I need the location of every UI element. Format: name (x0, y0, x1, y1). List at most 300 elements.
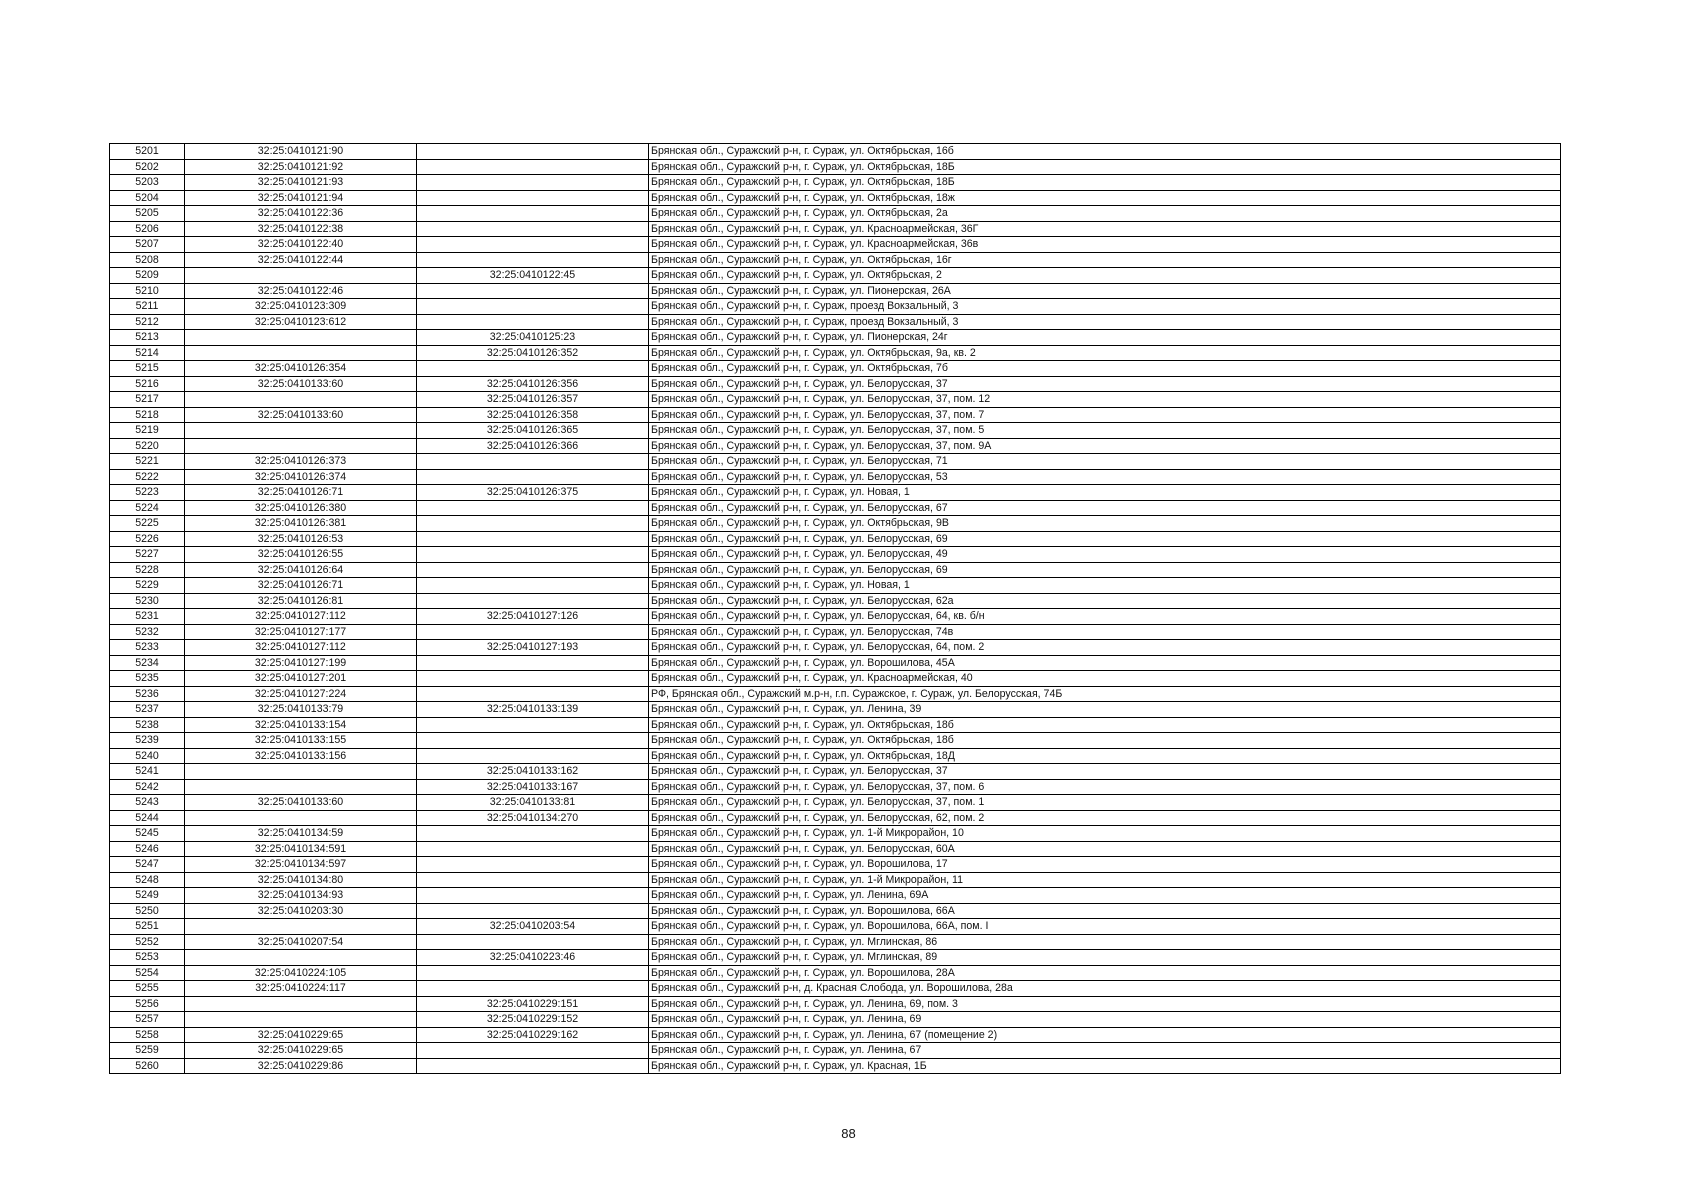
cadastral-number-cell (185, 423, 417, 439)
table-row (110, 826, 1561, 842)
cadastral-number-cell (185, 919, 417, 935)
cadastral-number-cell (185, 950, 417, 966)
address-cell: Брянская обл., Суражский р-н, г. Сураж, ул. Ворошилова, 28А (649, 965, 1561, 981)
address-cell: Брянская обл., Суражский р-н, г. Сураж, ул. Белорусская, 37, пом. 6 (649, 779, 1561, 795)
cadastral-number-cell (185, 268, 417, 284)
cadastral-number-cell: 32:25:0410122:46 (185, 283, 417, 299)
address-cell: Брянская обл., Суражский р-н, г. Сураж, проезд Вокзальный, 3 (649, 299, 1561, 315)
table-row (110, 144, 1561, 160)
cadastral-number-cell: 32:25:0410229:86 (185, 1058, 417, 1074)
address-cell: Брянская обл., Суражский р-н, г. Сураж, ул. Новая, 1 (649, 485, 1561, 501)
address-cell: Брянская обл., Суражский р-н, г. Сураж, ул. Ленина, 69А (649, 888, 1561, 904)
address-cell: Брянская обл., Суражский р-н, г. Сураж, ул. Октябрьская, 18б (649, 733, 1561, 749)
related-cadastral-number-cell (417, 516, 649, 532)
address-cell: Брянская обл., Суражский р-н, г. Сураж, ул. Октябрьская, 9а, кв. 2 (649, 345, 1561, 361)
related-cadastral-number-cell (417, 686, 649, 702)
cadastral-number-cell: 32:25:0410133:154 (185, 717, 417, 733)
table-row (110, 423, 1561, 439)
cadastral-number-cell: 32:25:0410126:71 (185, 578, 417, 594)
address-cell: Брянская обл., Суражский р-н, г. Сураж, ул. 1-й Микрорайон, 11 (649, 872, 1561, 888)
address-cell: Брянская обл., Суражский р-н, г. Сураж, ул. 1-й Микрорайон, 10 (649, 826, 1561, 842)
related-cadastral-number-cell: 32:25:0410133:162 (417, 764, 649, 780)
table-row (110, 407, 1561, 423)
related-cadastral-number-cell (417, 299, 649, 315)
row-number-cell: 5244 (110, 810, 185, 826)
related-cadastral-number-cell: 32:25:0410126:366 (417, 438, 649, 454)
address-cell: Брянская обл., Суражский р-н, г. Сураж, ул. Октябрьская, 16б (649, 144, 1561, 160)
cadastral-number-cell: 32:25:0410224:117 (185, 981, 417, 997)
cadastral-number-cell (185, 392, 417, 408)
table-row (110, 903, 1561, 919)
table-row (110, 857, 1561, 873)
table-row (110, 531, 1561, 547)
address-cell: Брянская обл., Суражский р-н, г. Сураж, ул. Белорусская, 64, кв. б/н (649, 609, 1561, 625)
table-row (110, 1012, 1561, 1028)
related-cadastral-number-cell: 32:25:0410229:151 (417, 996, 649, 1012)
related-cadastral-number-cell (417, 252, 649, 268)
table-row (110, 965, 1561, 981)
table-row (110, 485, 1561, 501)
row-number-cell: 5226 (110, 531, 185, 547)
address-cell: Брянская обл., Суражский р-н, г. Сураж, ул. Белорусская, 69 (649, 531, 1561, 547)
table-row (110, 500, 1561, 516)
address-cell: Брянская обл., Суражский р-н, г. Сураж, ул. Белорусская, 53 (649, 469, 1561, 485)
row-number-cell: 5215 (110, 361, 185, 377)
related-cadastral-number-cell: 32:25:0410133:139 (417, 702, 649, 718)
related-cadastral-number-cell (417, 671, 649, 687)
table-row (110, 361, 1561, 377)
cadastral-number-cell: 32:25:0410133:60 (185, 376, 417, 392)
related-cadastral-number-cell: 32:25:0410229:152 (417, 1012, 649, 1028)
table-row (110, 748, 1561, 764)
address-cell: Брянская обл., Суражский р-н, г. Сураж, проезд Вокзальный, 3 (649, 314, 1561, 330)
address-cell: Брянская обл., Суражский р-н, г. Сураж, ул. Мглинская, 89 (649, 950, 1561, 966)
table-row (110, 950, 1561, 966)
table-row (110, 671, 1561, 687)
table-row (110, 733, 1561, 749)
row-number-cell: 5238 (110, 717, 185, 733)
registry-table-body (110, 144, 1561, 1074)
address-cell: Брянская обл., Суражский р-н, г. Сураж, ул. Белорусская, 69 (649, 562, 1561, 578)
related-cadastral-number-cell (417, 454, 649, 470)
related-cadastral-number-cell (417, 237, 649, 253)
cadastral-number-cell: 32:25:0410127:201 (185, 671, 417, 687)
related-cadastral-number-cell (417, 314, 649, 330)
cadastral-number-cell: 32:25:0410121:92 (185, 159, 417, 175)
cadastral-number-cell (185, 330, 417, 346)
related-cadastral-number-cell (417, 562, 649, 578)
table-row (110, 764, 1561, 780)
table-row (110, 175, 1561, 191)
table-row (110, 1043, 1561, 1059)
row-number-cell: 5234 (110, 655, 185, 671)
address-cell: Брянская обл., Суражский р-н, г. Сураж, ул. Октябрьская, 18Б (649, 159, 1561, 175)
address-cell: Брянская обл., Суражский р-н, г. Сураж, ул. Ворошилова, 66А, пом. I (649, 919, 1561, 935)
cadastral-number-cell: 32:25:0410133:155 (185, 733, 417, 749)
table-row (110, 810, 1561, 826)
table-row (110, 593, 1561, 609)
cadastral-number-cell: 32:25:0410127:224 (185, 686, 417, 702)
cadastral-number-cell: 32:25:0410123:309 (185, 299, 417, 315)
related-cadastral-number-cell (417, 190, 649, 206)
table-row (110, 609, 1561, 625)
row-number-cell: 5260 (110, 1058, 185, 1074)
address-cell: Брянская обл., Суражский р-н, г. Сураж, ул. Белорусская, 37, пом. 1 (649, 795, 1561, 811)
cadastral-number-cell: 32:25:0410123:612 (185, 314, 417, 330)
table-row (110, 252, 1561, 268)
address-cell: Брянская обл., Суражский р-н, г. Сураж, ул. Октябрьская, 16г (649, 252, 1561, 268)
table-row (110, 299, 1561, 315)
cadastral-number-cell: 32:25:0410127:112 (185, 640, 417, 656)
cadastral-number-cell: 32:25:0410133:156 (185, 748, 417, 764)
address-cell: Брянская обл., Суражский р-н, г. Сураж, ул. Новая, 1 (649, 578, 1561, 594)
address-cell: Брянская обл., Суражский р-н, г. Сураж, ул. Октябрьская, 18б (649, 717, 1561, 733)
row-number-cell: 5208 (110, 252, 185, 268)
related-cadastral-number-cell (417, 841, 649, 857)
row-number-cell: 5204 (110, 190, 185, 206)
table-row (110, 717, 1561, 733)
cadastral-number-cell: 32:25:0410126:374 (185, 469, 417, 485)
row-number-cell: 5206 (110, 221, 185, 237)
table-row (110, 159, 1561, 175)
related-cadastral-number-cell (417, 1058, 649, 1074)
cadastral-number-cell: 32:25:0410127:199 (185, 655, 417, 671)
table-row (110, 1058, 1561, 1074)
row-number-cell: 5253 (110, 950, 185, 966)
row-number-cell: 5227 (110, 547, 185, 563)
address-cell: Брянская обл., Суражский р-н, г. Сураж, ул. Октябрьская, 18Б (649, 175, 1561, 191)
table-row (110, 795, 1561, 811)
related-cadastral-number-cell (417, 903, 649, 919)
cadastral-number-cell: 32:25:0410229:65 (185, 1027, 417, 1043)
cadastral-number-cell (185, 438, 417, 454)
row-number-cell: 5256 (110, 996, 185, 1012)
cadastral-number-cell: 32:25:0410134:591 (185, 841, 417, 857)
related-cadastral-number-cell (417, 981, 649, 997)
cadastral-number-cell: 32:25:0410126:354 (185, 361, 417, 377)
related-cadastral-number-cell (417, 733, 649, 749)
table-row (110, 655, 1561, 671)
address-cell: Брянская обл., Суражский р-н, г. Сураж, ул. Октябрьская, 7б (649, 361, 1561, 377)
related-cadastral-number-cell (417, 655, 649, 671)
cadastral-number-cell: 32:25:0410224:105 (185, 965, 417, 981)
address-cell: Брянская обл., Суражский р-н, г. Сураж, ул. Красноармейская, 36Г (649, 221, 1561, 237)
related-cadastral-number-cell (417, 717, 649, 733)
related-cadastral-number-cell: 32:25:0410126:358 (417, 407, 649, 423)
table-row (110, 376, 1561, 392)
row-number-cell: 5213 (110, 330, 185, 346)
related-cadastral-number-cell: 32:25:0410134:270 (417, 810, 649, 826)
cadastral-number-cell: 32:25:0410133:60 (185, 795, 417, 811)
related-cadastral-number-cell (417, 1043, 649, 1059)
row-number-cell: 5237 (110, 702, 185, 718)
cadastral-number-cell: 32:25:0410126:64 (185, 562, 417, 578)
row-number-cell: 5225 (110, 516, 185, 532)
row-number-cell: 5251 (110, 919, 185, 935)
row-number-cell: 5259 (110, 1043, 185, 1059)
table-row (110, 392, 1561, 408)
row-number-cell: 5229 (110, 578, 185, 594)
row-number-cell: 5207 (110, 237, 185, 253)
address-cell: Брянская обл., Суражский р-н, г. Сураж, ул. Пионерская, 24г (649, 330, 1561, 346)
row-number-cell: 5220 (110, 438, 185, 454)
cadastral-number-cell: 32:25:0410122:44 (185, 252, 417, 268)
table-row (110, 934, 1561, 950)
related-cadastral-number-cell (417, 965, 649, 981)
address-cell: Брянская обл., Суражский р-н, г. Сураж, ул. Ленина, 69 (649, 1012, 1561, 1028)
address-cell: Брянская обл., Суражский р-н, г. Сураж, ул. Белорусская, 74в (649, 624, 1561, 640)
cadastral-number-cell (185, 779, 417, 795)
address-cell: Брянская обл., Суражский р-н, д. Красная Слобода, ул. Ворошилова, 28а (649, 981, 1561, 997)
address-cell: Брянская обл., Суражский р-н, г. Сураж, ул. Пионерская, 26А (649, 283, 1561, 299)
page-number: 88 (841, 1126, 856, 1141)
related-cadastral-number-cell (417, 826, 649, 842)
row-number-cell: 5243 (110, 795, 185, 811)
row-number-cell: 5258 (110, 1027, 185, 1043)
address-cell: Брянская обл., Суражский р-н, г. Сураж, ул. Белорусская, 37, пом. 9А (649, 438, 1561, 454)
row-number-cell: 5257 (110, 1012, 185, 1028)
related-cadastral-number-cell: 32:25:0410133:81 (417, 795, 649, 811)
address-cell: Брянская обл., Суражский р-н, г. Сураж, ул. Октябрьская, 18Д (649, 748, 1561, 764)
table-row (110, 562, 1561, 578)
cadastral-number-cell: 32:25:0410203:30 (185, 903, 417, 919)
address-cell: Брянская обл., Суражский р-н, г. Сураж, ул. Ворошилова, 66А (649, 903, 1561, 919)
table-row (110, 345, 1561, 361)
row-number-cell: 5242 (110, 779, 185, 795)
address-cell: Брянская обл., Суражский р-н, г. Сураж, ул. Белорусская, 64, пом. 2 (649, 640, 1561, 656)
related-cadastral-number-cell: 32:25:0410229:162 (417, 1027, 649, 1043)
address-cell: Брянская обл., Суражский р-н, г. Сураж, ул. Октябрьская, 2а (649, 206, 1561, 222)
row-number-cell: 5218 (110, 407, 185, 423)
related-cadastral-number-cell (417, 361, 649, 377)
address-cell: Брянская обл., Суражский р-н, г. Сураж, ул. Ленина, 69, пом. 3 (649, 996, 1561, 1012)
address-cell: Брянская обл., Суражский р-н, г. Сураж, ул. Октябрьская, 2 (649, 268, 1561, 284)
cadastral-number-cell: 32:25:0410134:80 (185, 872, 417, 888)
address-cell: Брянская обл., Суражский р-н, г. Сураж, ул. Красная, 1Б (649, 1058, 1561, 1074)
cadastral-number-cell: 32:25:0410121:93 (185, 175, 417, 191)
table-row (110, 872, 1561, 888)
row-number-cell: 5232 (110, 624, 185, 640)
row-number-cell: 5216 (110, 376, 185, 392)
related-cadastral-number-cell (417, 206, 649, 222)
cadastral-number-cell: 32:25:0410122:40 (185, 237, 417, 253)
address-cell: Брянская обл., Суражский р-н, г. Сураж, ул. Красноармейская, 40 (649, 671, 1561, 687)
related-cadastral-number-cell (417, 469, 649, 485)
row-number-cell: 5230 (110, 593, 185, 609)
address-cell: Брянская обл., Суражский р-н, г. Сураж, ул. Октябрьская, 18ж (649, 190, 1561, 206)
related-cadastral-number-cell: 32:25:0410203:54 (417, 919, 649, 935)
related-cadastral-number-cell (417, 144, 649, 160)
row-number-cell: 5212 (110, 314, 185, 330)
row-number-cell: 5222 (110, 469, 185, 485)
row-number-cell: 5255 (110, 981, 185, 997)
related-cadastral-number-cell (417, 547, 649, 563)
row-number-cell: 5245 (110, 826, 185, 842)
address-cell: Брянская обл., Суражский р-н, г. Сураж, ул. Белорусская, 62, пом. 2 (649, 810, 1561, 826)
row-number-cell: 5235 (110, 671, 185, 687)
row-number-cell: 5219 (110, 423, 185, 439)
row-number-cell: 5254 (110, 965, 185, 981)
related-cadastral-number-cell (417, 175, 649, 191)
address-cell: Брянская обл., Суражский р-н, г. Сураж, ул. Белорусская, 62а (649, 593, 1561, 609)
table-row (110, 779, 1561, 795)
related-cadastral-number-cell: 32:25:0410223:46 (417, 950, 649, 966)
table-row (110, 516, 1561, 532)
table-row (110, 469, 1561, 485)
cadastral-number-cell: 32:25:0410134:597 (185, 857, 417, 873)
address-cell: Брянская обл., Суражский р-н, г. Сураж, ул. Красноармейская, 36в (649, 237, 1561, 253)
cadastral-number-cell: 32:25:0410121:90 (185, 144, 417, 160)
row-number-cell: 5217 (110, 392, 185, 408)
row-number-cell: 5247 (110, 857, 185, 873)
row-number-cell: 5214 (110, 345, 185, 361)
table-row (110, 578, 1561, 594)
table-row (110, 996, 1561, 1012)
related-cadastral-number-cell (417, 578, 649, 594)
cadastral-number-cell: 32:25:0410126:373 (185, 454, 417, 470)
row-number-cell: 5228 (110, 562, 185, 578)
cadastral-number-cell: 32:25:0410126:381 (185, 516, 417, 532)
related-cadastral-number-cell: 32:25:0410127:193 (417, 640, 649, 656)
related-cadastral-number-cell: 32:25:0410125:23 (417, 330, 649, 346)
table-row (110, 314, 1561, 330)
row-number-cell: 5201 (110, 144, 185, 160)
related-cadastral-number-cell (417, 221, 649, 237)
related-cadastral-number-cell (417, 748, 649, 764)
row-number-cell: 5205 (110, 206, 185, 222)
address-cell: Брянская обл., Суражский р-н, г. Сураж, ул. Белорусская, 37, пом. 7 (649, 407, 1561, 423)
cadastral-number-cell: 32:25:0410229:65 (185, 1043, 417, 1059)
cadastral-number-cell: 32:25:0410134:93 (185, 888, 417, 904)
table-row (110, 841, 1561, 857)
row-number-cell: 5241 (110, 764, 185, 780)
related-cadastral-number-cell (417, 159, 649, 175)
row-number-cell: 5248 (110, 872, 185, 888)
related-cadastral-number-cell (417, 531, 649, 547)
related-cadastral-number-cell: 32:25:0410126:375 (417, 485, 649, 501)
table-row (110, 190, 1561, 206)
cadastral-number-cell: 32:25:0410127:177 (185, 624, 417, 640)
table-row (110, 221, 1561, 237)
cadastral-number-cell: 32:25:0410122:38 (185, 221, 417, 237)
address-cell: Брянская обл., Суражский р-н, г. Сураж, ул. Белорусская, 37, пом. 12 (649, 392, 1561, 408)
table-row (110, 686, 1561, 702)
related-cadastral-number-cell (417, 934, 649, 950)
address-cell: Брянская обл., Суражский р-н, г. Сураж, ул. Ленина, 67 (помещение 2) (649, 1027, 1561, 1043)
table-row (110, 624, 1561, 640)
cadastral-number-cell: 32:25:0410126:71 (185, 485, 417, 501)
address-cell: Брянская обл., Суражский р-н, г. Сураж, ул. Белорусская, 37 (649, 376, 1561, 392)
related-cadastral-number-cell: 32:25:0410126:352 (417, 345, 649, 361)
related-cadastral-number-cell: 32:25:0410126:357 (417, 392, 649, 408)
cadastral-number-cell (185, 996, 417, 1012)
related-cadastral-number-cell: 32:25:0410126:365 (417, 423, 649, 439)
row-number-cell: 5233 (110, 640, 185, 656)
cadastral-number-cell: 32:25:0410126:53 (185, 531, 417, 547)
cadastral-number-cell: 32:25:0410207:54 (185, 934, 417, 950)
table-row (110, 237, 1561, 253)
cadastral-number-cell: 32:25:0410127:112 (185, 609, 417, 625)
table-row (110, 268, 1561, 284)
related-cadastral-number-cell: 32:25:0410126:356 (417, 376, 649, 392)
cadastral-number-cell: 32:25:0410134:59 (185, 826, 417, 842)
related-cadastral-number-cell (417, 857, 649, 873)
address-cell: Брянская обл., Суражский р-н, г. Сураж, ул. Белорусская, 49 (649, 547, 1561, 563)
cadastral-number-cell: 32:25:0410126:55 (185, 547, 417, 563)
table-row (110, 438, 1561, 454)
related-cadastral-number-cell: 32:25:0410122:45 (417, 268, 649, 284)
row-number-cell: 5239 (110, 733, 185, 749)
row-number-cell: 5224 (110, 500, 185, 516)
row-number-cell: 5221 (110, 454, 185, 470)
cadastral-number-cell: 32:25:0410121:94 (185, 190, 417, 206)
row-number-cell: 5249 (110, 888, 185, 904)
address-cell: Брянская обл., Суражский р-н, г. Сураж, ул. Белорусская, 67 (649, 500, 1561, 516)
table-row (110, 981, 1561, 997)
cadastral-number-cell (185, 764, 417, 780)
row-number-cell: 5252 (110, 934, 185, 950)
cadastral-number-cell (185, 345, 417, 361)
cadastral-number-cell: 32:25:0410122:36 (185, 206, 417, 222)
cadastral-number-cell (185, 810, 417, 826)
address-cell: Брянская обл., Суражский р-н, г. Сураж, ул. Белорусская, 60А (649, 841, 1561, 857)
row-number-cell: 5236 (110, 686, 185, 702)
address-cell: Брянская обл., Суражский р-н, г. Сураж, ул. Ворошилова, 45А (649, 655, 1561, 671)
address-cell: Брянская обл., Суражский р-н, г. Сураж, ул. Ленина, 67 (649, 1043, 1561, 1059)
table-row (110, 702, 1561, 718)
table-row (110, 888, 1561, 904)
cadastral-number-cell: 32:25:0410133:79 (185, 702, 417, 718)
related-cadastral-number-cell (417, 283, 649, 299)
registry-table (109, 143, 1561, 1074)
address-cell: Брянская обл., Суражский р-н, г. Сураж, ул. Ворошилова, 17 (649, 857, 1561, 873)
address-cell: Брянская обл., Суражский р-н, г. Сураж, ул. Мглинская, 86 (649, 934, 1561, 950)
row-number-cell: 5231 (110, 609, 185, 625)
row-number-cell: 5202 (110, 159, 185, 175)
table-row (110, 330, 1561, 346)
address-cell: Брянская обл., Суражский р-н, г. Сураж, ул. Ленина, 39 (649, 702, 1561, 718)
row-number-cell: 5223 (110, 485, 185, 501)
row-number-cell: 5209 (110, 268, 185, 284)
row-number-cell: 5210 (110, 283, 185, 299)
table-row (110, 1027, 1561, 1043)
table-row (110, 454, 1561, 470)
row-number-cell: 5211 (110, 299, 185, 315)
related-cadastral-number-cell: 32:25:0410133:167 (417, 779, 649, 795)
table-row (110, 919, 1561, 935)
row-number-cell: 5240 (110, 748, 185, 764)
row-number-cell: 5203 (110, 175, 185, 191)
table-row (110, 206, 1561, 222)
address-cell: Брянская обл., Суражский р-н, г. Сураж, ул. Белорусская, 37 (649, 764, 1561, 780)
related-cadastral-number-cell (417, 500, 649, 516)
cadastral-number-cell (185, 1012, 417, 1028)
related-cadastral-number-cell: 32:25:0410127:126 (417, 609, 649, 625)
row-number-cell: 5246 (110, 841, 185, 857)
cadastral-number-cell: 32:25:0410126:380 (185, 500, 417, 516)
address-cell: Брянская обл., Суражский р-н, г. Сураж, ул. Белорусская, 71 (649, 454, 1561, 470)
related-cadastral-number-cell (417, 872, 649, 888)
cadastral-number-cell: 32:25:0410126:81 (185, 593, 417, 609)
table-row (110, 283, 1561, 299)
address-cell: Брянская обл., Суражский р-н, г. Сураж, ул. Октябрьская, 9В (649, 516, 1561, 532)
table-row (110, 547, 1561, 563)
cadastral-number-cell: 32:25:0410133:60 (185, 407, 417, 423)
address-cell: Брянская обл., Суражский р-н, г. Сураж, ул. Белорусская, 37, пом. 5 (649, 423, 1561, 439)
related-cadastral-number-cell (417, 888, 649, 904)
address-cell: РФ, Брянская обл., Суражский м.р-н, г.п. Суражское, г. Сураж, ул. Белорусская, 74Б (649, 686, 1561, 702)
table-row (110, 640, 1561, 656)
